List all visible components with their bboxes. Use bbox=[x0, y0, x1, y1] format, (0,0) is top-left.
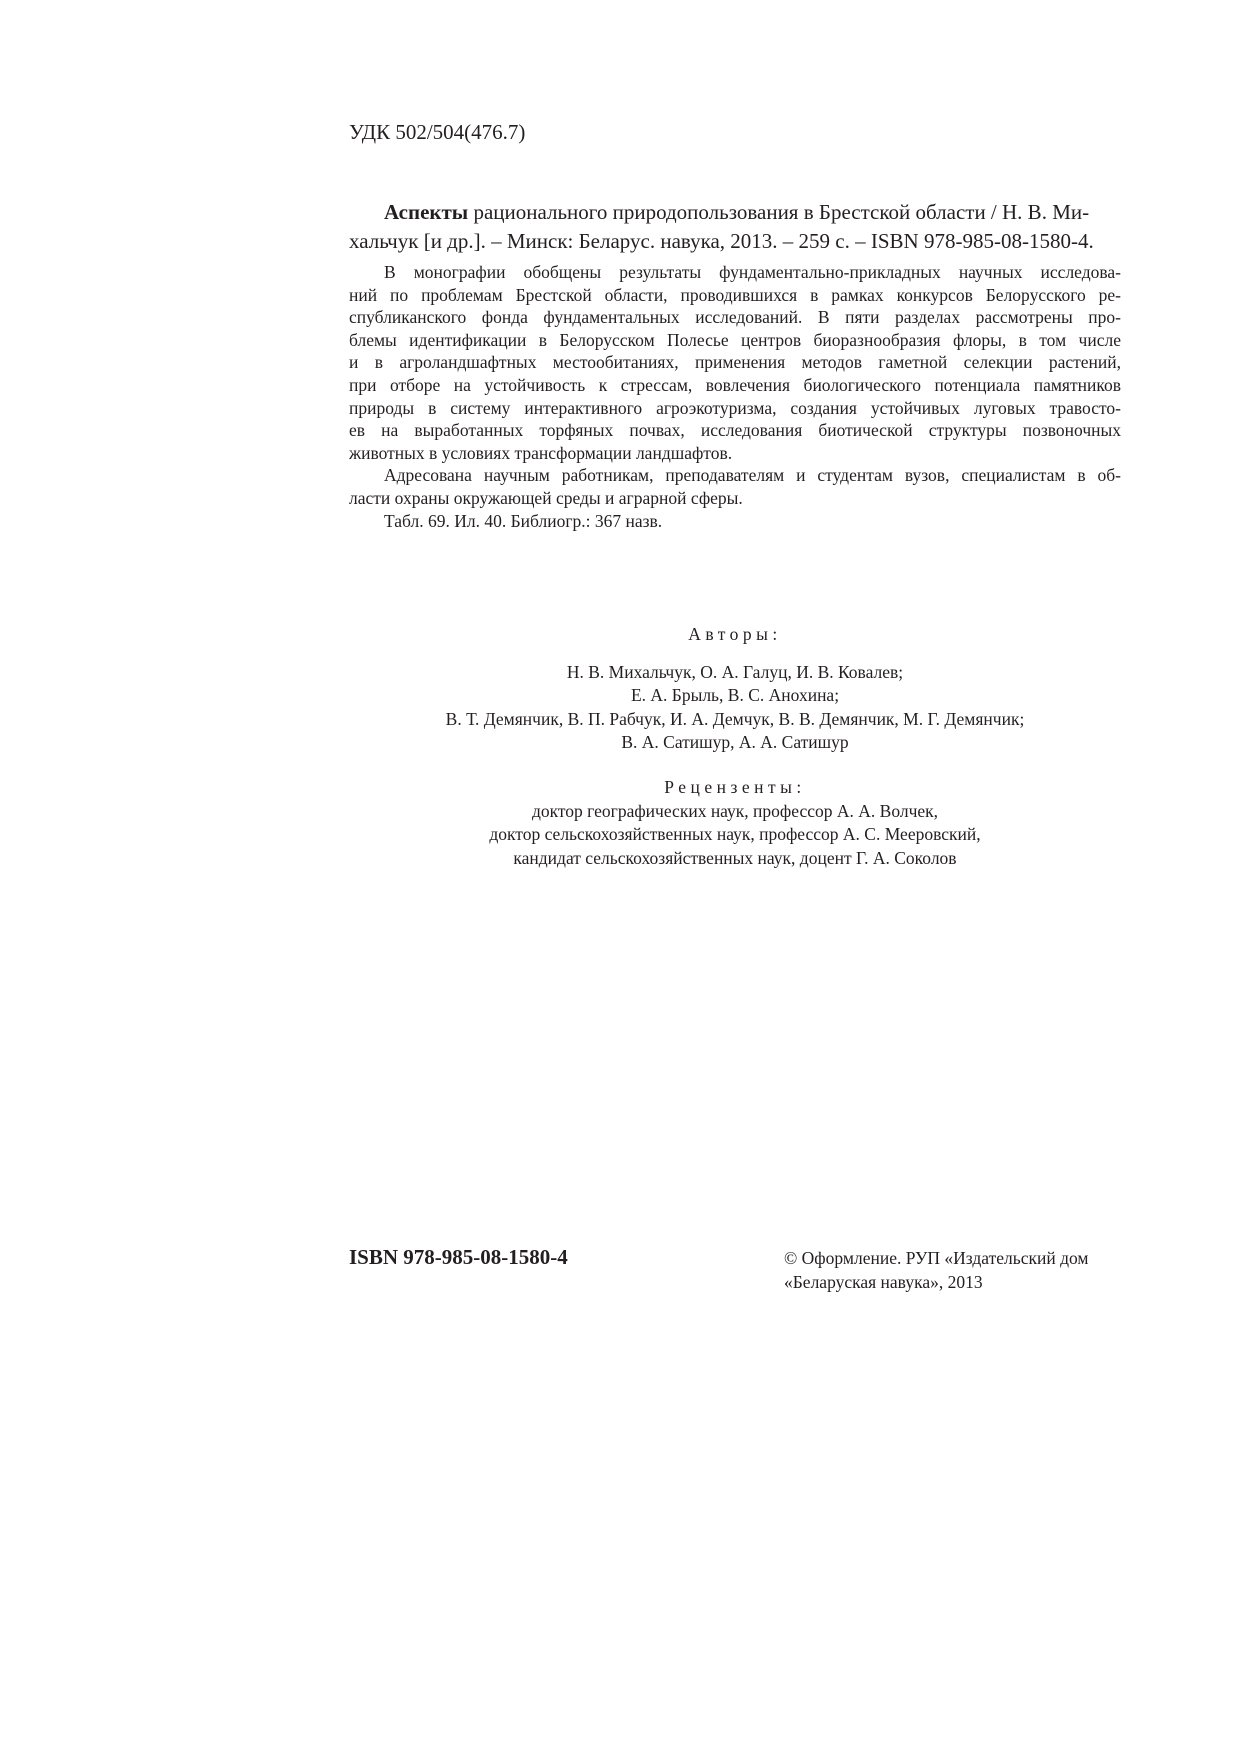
authors-block bbox=[349, 623, 1121, 755]
authors-line: Н. В. Михальчук, О. А. Галуц, И. В. Ковалев; bbox=[566, 661, 904, 682]
annotation-line: животных в условиях трансформации ландшафтов. bbox=[349, 442, 733, 463]
copyright bbox=[784, 1246, 1089, 1294]
bibliographic-description bbox=[349, 198, 1121, 256]
isbn: ISBN 978-985-08-1580-4 bbox=[349, 1245, 568, 1269]
authors-line: В. Т. Демянчик, В. П. Рабчук, И. А. Демчук, В. В. Демянчик, М. Г. Демянчик; bbox=[445, 708, 1025, 729]
audience-line: ласти охраны окружающей среды и аграрной сферы. bbox=[349, 487, 743, 508]
udk-code: УДК 502/504(476.7) bbox=[349, 120, 526, 144]
annotation-line: ний по проблемам Брестской области, проводившихся в рамках конкурсов Белорусского ре- bbox=[349, 284, 1121, 305]
reviewers-line: доктор сельскохозяйственных наук, профессор А. С. Мееровский, bbox=[489, 824, 981, 844]
annotation-line: блемы идентификации в Белорусском Полесье центров биоразнообразия флоры, в том числе bbox=[349, 329, 1121, 350]
annotation-line: при отборе на устойчивость к стрессам, вовлечения биологического потенциала памятников bbox=[349, 374, 1121, 395]
bib-line-1 bbox=[384, 198, 1121, 227]
reviewers-line: доктор географических наук, профессор А. А. Волчек, bbox=[531, 800, 939, 821]
audience-line: Адресована научным работникам, преподавателям и студентам вузов, специалистам в об- bbox=[384, 465, 1121, 486]
reviewers-heading: Рецензенты: bbox=[664, 777, 806, 797]
bib-line-2: хальчук [и др.]. – Минск: Беларус. навука, 2013. – 259 с. – ISBN 978-985-08-1580-4. bbox=[349, 229, 1094, 253]
annotation-line: спубликанского фонда фундаментальных исследований. В пяти разделах рассмотрены про- bbox=[349, 307, 1121, 328]
bib-line-1-rest: рационального природопользования в Брестской области / Н. В. Ми- bbox=[468, 200, 1090, 224]
annotation-line: В монографии обобщены результаты фундаментально-прикладных научных исследова- bbox=[384, 262, 1121, 282]
book-title-bold: Аспекты bbox=[384, 200, 469, 224]
annotation-line: и в агроландшафтных местообитаниях, применения методов гаметной селекции растений, bbox=[349, 352, 1121, 373]
copyright-line: «Беларуская навука», 2013 bbox=[784, 1272, 983, 1292]
reviewers-block bbox=[349, 776, 1121, 870]
annotation bbox=[349, 261, 1121, 532]
authors-line: В. А. Сатишур, А. А. Сатишур bbox=[621, 732, 849, 752]
copyright-line: © Оформление. РУП «Издательский дом bbox=[784, 1248, 1089, 1268]
annotation-line: ев на выработанных торфяных почвах, исследования биотической структуры позвоночных bbox=[349, 420, 1121, 441]
stats-line: Табл. 69. Ил. 40. Библиогр.: 367 назв. bbox=[384, 510, 663, 531]
authors-line: Е. А. Брыль, В. С. Анохина; bbox=[630, 685, 840, 705]
annotation-line: природы в систему интерактивного агроэкотуризма, создания устойчивых луговых травосто- bbox=[349, 397, 1121, 418]
reviewers-line: кандидат сельскохозяйственных наук, доцент Г. А. Соколов bbox=[513, 847, 957, 868]
authors-heading: Авторы: bbox=[688, 624, 782, 644]
